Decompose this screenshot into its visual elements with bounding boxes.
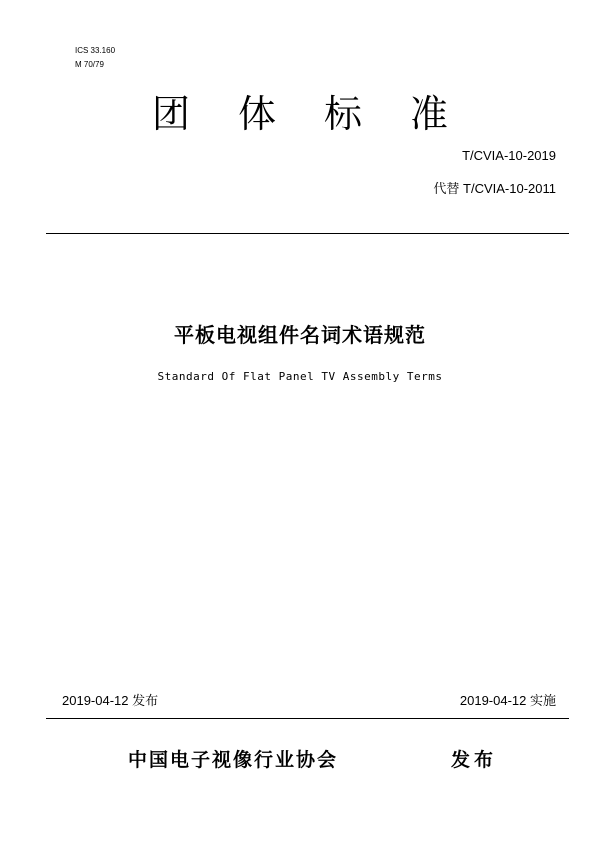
standard-number: T/CVIA-10-2019 <box>462 148 556 163</box>
doc-type-char: 体 <box>237 91 276 136</box>
document-title-chinese: 平板电视组件名词术语规范 <box>174 323 426 347</box>
document-title-english: Standard Of Flat Panel TV Assembly Terms <box>157 370 443 383</box>
publication-date: 2019-04-12 发布 <box>62 693 159 708</box>
doc-type-char: 准 <box>410 91 449 136</box>
publish-label: 发布 <box>451 749 498 771</box>
bottom-divider <box>46 718 569 719</box>
ccs-code: M 70/79 <box>75 60 104 69</box>
top-divider <box>46 233 569 234</box>
doc-type-char: 标 <box>324 91 363 136</box>
document-type-heading <box>0 84 600 136</box>
classification-block <box>75 44 115 72</box>
implementation-date: 2019-04-12 实施 <box>459 693 556 708</box>
doc-type-char: 团 <box>151 91 190 136</box>
replaces-standard: 代替 T/CVIA-10-2011 <box>433 181 556 196</box>
publisher-name: 中国电子视像行业协会 <box>128 749 339 771</box>
ics-code: ICS 33.160 <box>75 46 116 55</box>
